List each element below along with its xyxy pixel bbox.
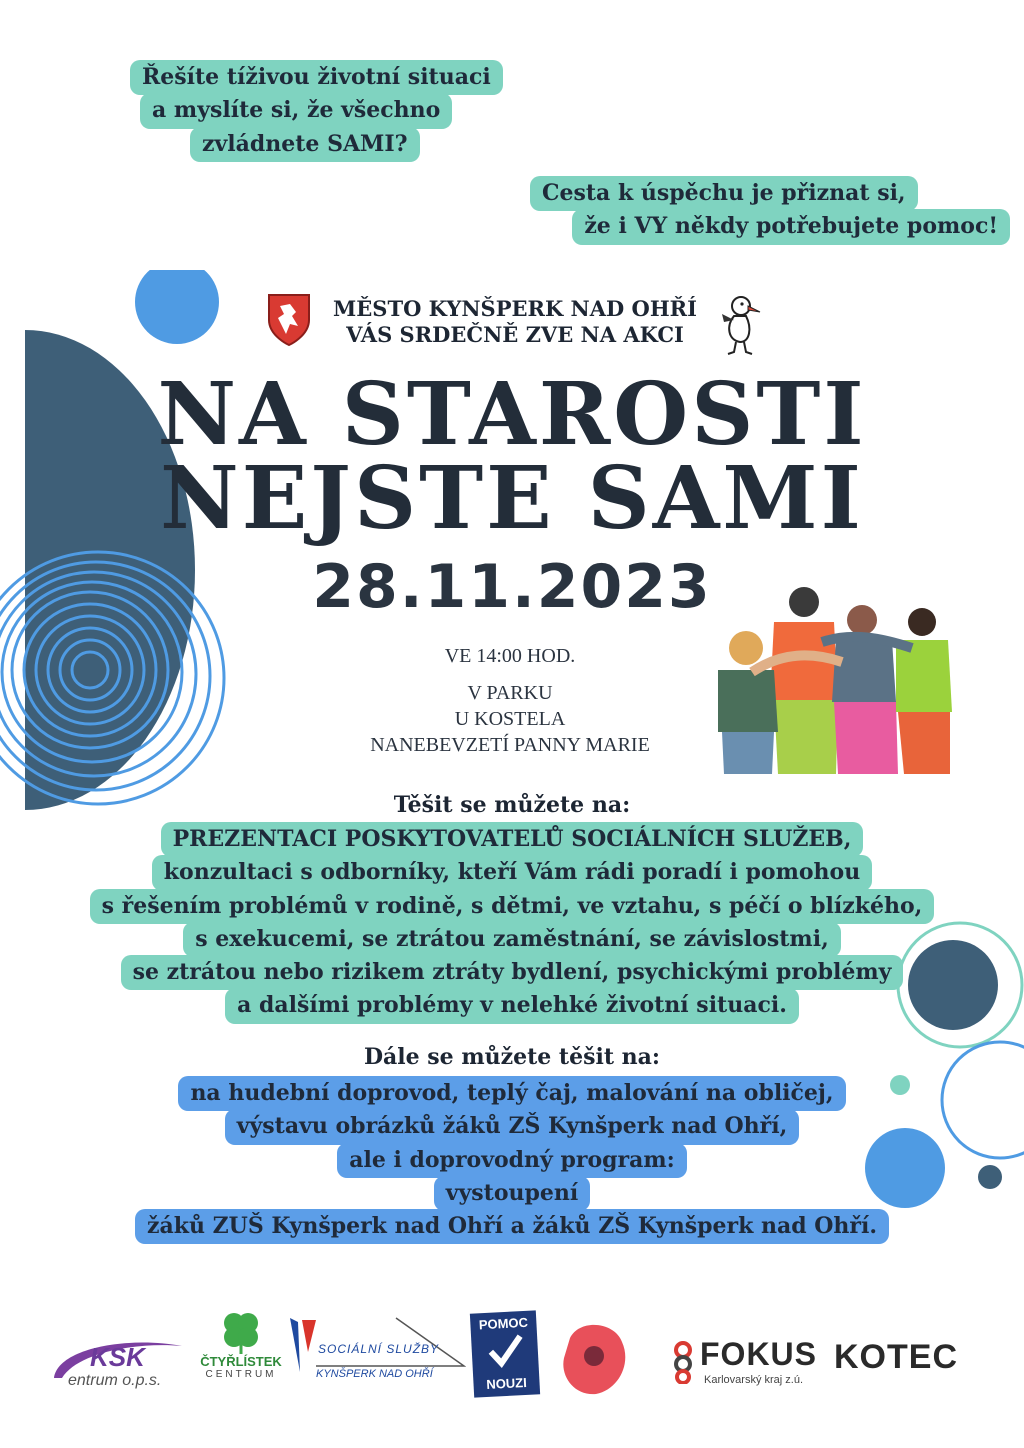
bubble-line: Cesta k úspěchu je přiznat si, — [530, 176, 918, 211]
pomoc-bottom: NOUZI — [485, 1374, 528, 1393]
section1-box — [0, 822, 1024, 1024]
venue-line: V PARKU — [467, 682, 553, 704]
clover-icon — [216, 1310, 266, 1354]
section1-heading: Těšit se můžete na: — [393, 792, 631, 818]
event-title-line1: NA STAROSTI — [157, 364, 867, 465]
logo-ctyrlistek — [196, 1310, 286, 1390]
socialni-main: SOCIÁLNÍ SLUŽBY — [318, 1342, 440, 1356]
section1-line: se ztrátou nebo rizikem ztráty bydlení, psychickými problémy — [121, 955, 904, 990]
logo-kotec: KOTEC — [834, 1338, 958, 1376]
decor-left — [0, 270, 240, 830]
ctyrlistek-main: ČTYŘLÍSTEK — [200, 1354, 282, 1369]
section1-line: PREZENTACI POSKYTOVATELŮ SOCIÁLNÍCH SLUŽEB, — [161, 822, 864, 857]
ksk-main: KSK — [90, 1342, 145, 1372]
logo-fokus — [672, 1336, 822, 1396]
invite-text — [320, 296, 710, 349]
ctyrlistek-sub: CENTRUM — [205, 1369, 277, 1380]
section1-line: s exekucemi, se ztrátou zaměstnání, se závislostmi, — [183, 922, 840, 957]
section1-line: a dalšími problémy v nelehké životní situaci. — [225, 988, 799, 1023]
bubble-line: Řešíte tíživou životní situaci — [130, 60, 503, 95]
bubble-line: že i VY někdy potřebujete pomoc! — [572, 209, 1010, 244]
event-date: 28.11.2023 — [312, 552, 712, 622]
event-venue — [290, 680, 730, 758]
bubble-question — [130, 60, 570, 162]
bubble-line: a myslíte si, že všechno — [140, 93, 452, 128]
fokus-sub: Karlovarský kraj z.ú. — [704, 1374, 804, 1386]
section2-line: na hudební doprovod, teplý čaj, malování na obličej, — [178, 1076, 845, 1111]
invite-line: VÁS SRDEČNĚ ZVE NA AKCI — [346, 322, 684, 348]
section1-line: konzultaci s odborníky, kteří Vám rádi poradí i pomohou — [152, 855, 872, 890]
bubble-line: zvládnete SAMI? — [190, 127, 420, 162]
socialni-sub: KYNŠPERK NAD OHŘÍ — [316, 1368, 433, 1380]
pink-blob-logo — [560, 1318, 630, 1398]
fokus-main: FOKUS — [700, 1336, 817, 1372]
venue-line: U KOSTELA — [454, 708, 566, 730]
logo-socialni-sluzby — [286, 1312, 466, 1388]
section1-line: s řešením problémů v rodině, s dětmi, ve vztahu, s péčí o blízkého, — [90, 889, 935, 924]
bubble-answer — [500, 176, 1010, 245]
stork-mascot-icon — [716, 292, 762, 356]
event-time: VE 14:00 HOD. — [444, 645, 576, 667]
invite-line: MĚSTO KYNŠPERK NAD OHŘÍ — [333, 296, 697, 321]
section2-line: žáků ZUŠ Kynšperk nad Ohří a žáků ZŠ Kynšperk nad Ohří. — [135, 1209, 889, 1244]
pomoc-top: POMOC — [478, 1314, 529, 1333]
checkmark-icon — [484, 1330, 526, 1372]
coat-of-arms-icon — [266, 292, 312, 348]
logo-ksk — [48, 1328, 188, 1398]
section2-line: ale i doprovodný program: — [337, 1143, 687, 1178]
fokus-chain-icon — [672, 1340, 694, 1384]
section2-box — [0, 1076, 1024, 1244]
ksk-sub: entrum o.p.s. — [68, 1372, 162, 1389]
blue-dot-top — [135, 270, 219, 344]
hug-illustration — [712, 582, 968, 778]
event-title-line2: NEJSTE SAMI — [160, 448, 864, 549]
section2-heading: Dále se můžete těšit na: — [363, 1044, 661, 1070]
logo-pomoc-v-nouzi — [470, 1310, 540, 1397]
venue-line: NANEBEVZETÍ PANNY MARIE — [370, 734, 650, 756]
section2-line: vystoupení — [434, 1176, 591, 1211]
section2-line: výstavu obrázků žáků ZŠ Kynšperk nad Ohří, — [225, 1109, 800, 1144]
